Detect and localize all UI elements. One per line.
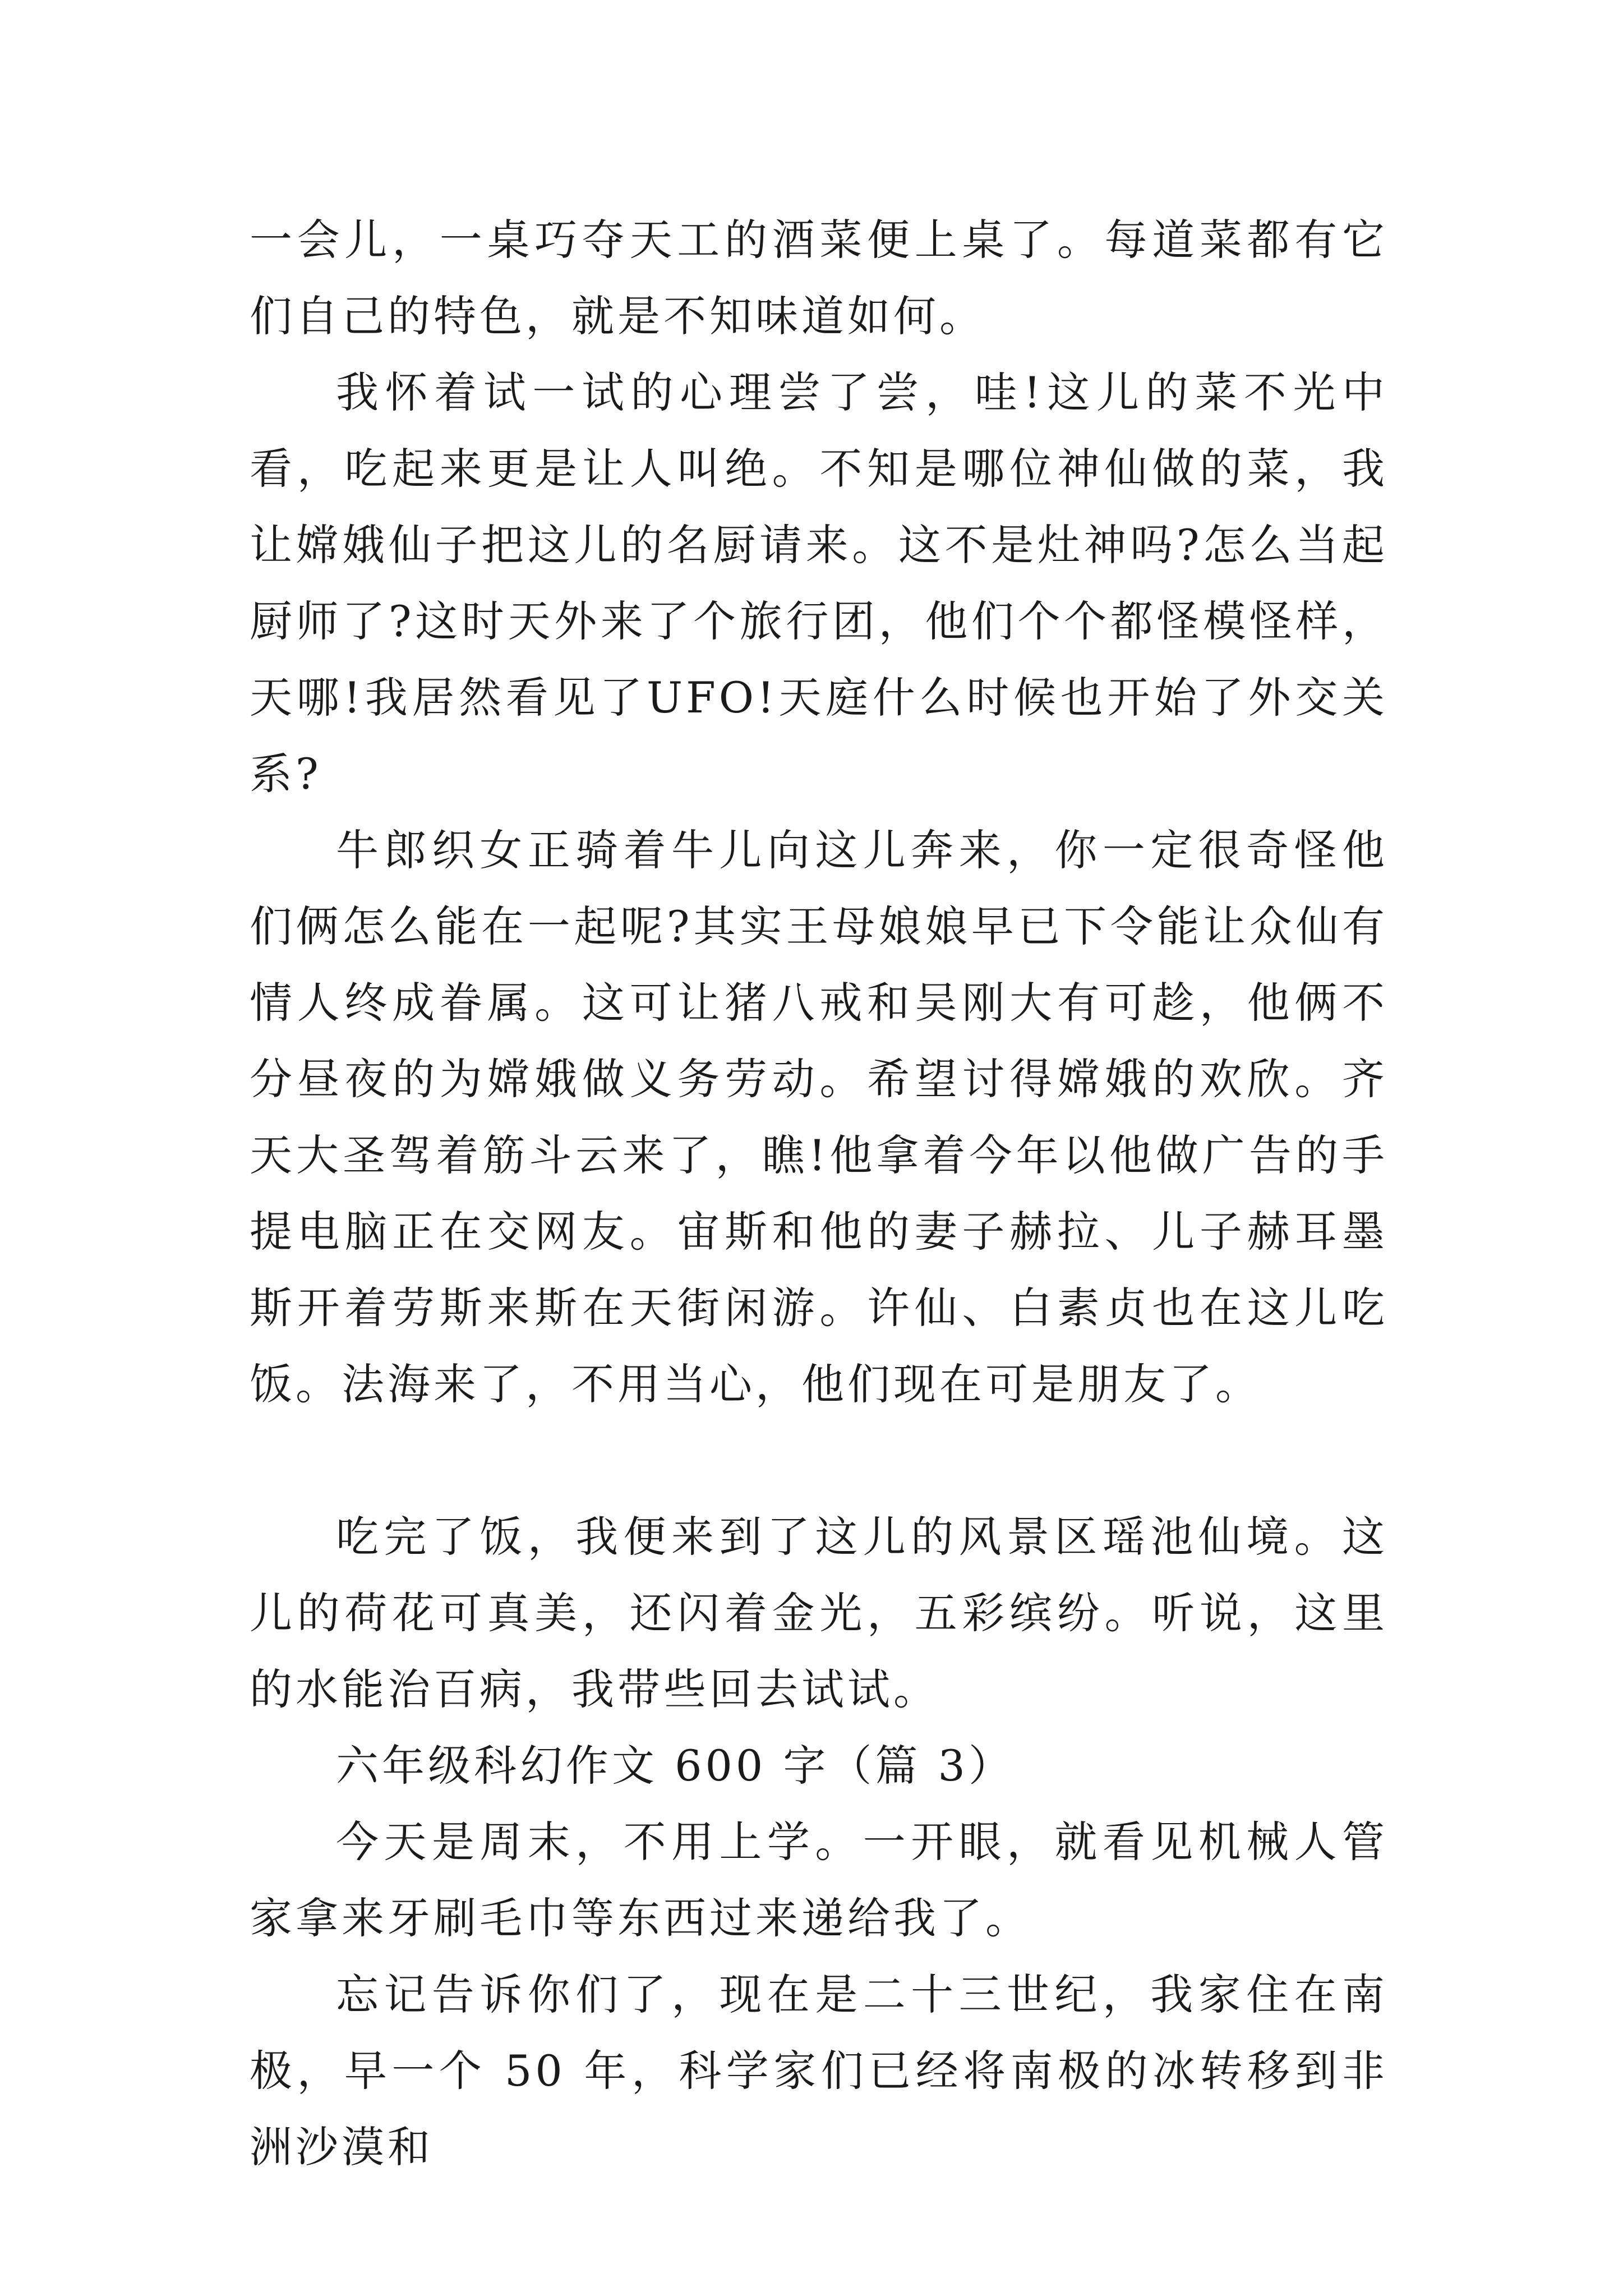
paragraph: 今天是周末，不用上学。一开眼，就看见机械人管家拿来牙刷毛巾等东西过来递给我了。 <box>250 1817 1388 1943</box>
paragraph: 一会儿，一桌巧夺天工的酒菜便上桌了。每道菜都有它们自己的特色，就是不知味道如何。 <box>250 215 1388 341</box>
paragraph: 忘记告诉你们了，现在是二十三世纪，我家住在南极，早一个 50 年，科学家们已经将南极的冰转移到非洲沙漠和 <box>250 1970 1388 2172</box>
paragraph: 我怀着试一试的心理尝了尝，哇!这儿的菜不光中看，吃起来更是让人叫绝。不知是哪位神仙做的菜，我让嫦娥仙子把这儿的名厨请来。这不是灶神吗?怎么当起厨师了?这时天外来了个旅行团，他们个个都怪模怪样，天哪!我居然看见了UFO!天庭什么时候也开始了外交关系? <box>250 367 1388 799</box>
paragraph-gap <box>250 1423 1388 1499</box>
paragraph: 牛郎织女正骑着牛儿向这儿奔来，你一定很奇怪他们俩怎么能在一起呢?其实王母娘娘早已下令能让众仙有情人终成眷属。这可让猪八戒和吴刚大有可趁，他俩不分昼夜的为嫦娥做义务劳动。希望讨得嫦娥的欢欣。齐天大圣驾着筋斗云来了，瞧!他拿着今年以他做广告的手提电脑正在交网友。宙斯和他的妻子赫拉、儿子赫耳墨斯开着劳斯来斯在天街闲游。许仙、白素贞也在这儿吃饭。法海来了，不用当心，他们现在可是朋友了。 <box>250 825 1388 1409</box>
document-body <box>250 202 1388 2185</box>
paragraph: 吃完了饭，我便来到了这儿的风景区瑶池仙境。这儿的荷花可真美，还闪着金光，五彩缤纷。听说，这里的水能治百病，我带些回去试试。 <box>250 1512 1388 1714</box>
section-heading: 六年级科幻作文 600 字（篇 3） <box>336 1741 1015 1791</box>
